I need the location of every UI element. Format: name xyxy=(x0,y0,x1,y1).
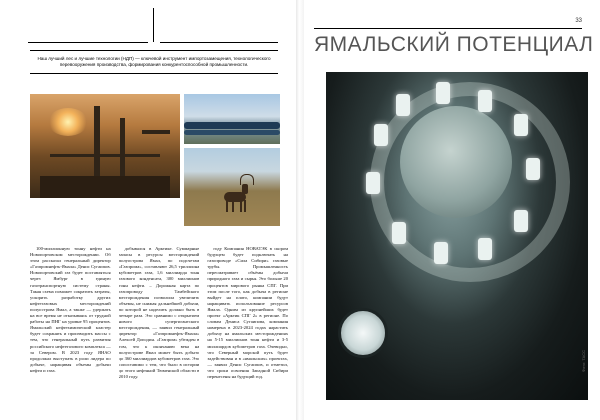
dome-window xyxy=(478,90,492,112)
gas-flare xyxy=(48,108,88,136)
reindeer-leg xyxy=(232,200,234,212)
pipeline xyxy=(184,130,280,135)
page-gutter xyxy=(296,0,304,420)
dome-window xyxy=(478,238,492,260)
refinery-ground xyxy=(40,176,170,198)
top-rule xyxy=(160,42,278,43)
top-rule xyxy=(314,28,582,29)
photo-credit: Фото: ТАСС xyxy=(581,349,586,372)
refinery-photo xyxy=(30,94,180,198)
article-headline: ЯМАЛЬСКИЙ ПОТЕНЦИАЛ xyxy=(314,33,594,56)
right-page xyxy=(304,8,592,412)
dome-cupola xyxy=(400,106,512,218)
dome-window xyxy=(366,172,380,194)
refinery-tower xyxy=(94,106,100,186)
dome-window xyxy=(392,222,406,244)
pipeline-photo xyxy=(184,94,280,144)
column-text: добывался в Арктике. Суммарные запасы в ресурсы месторождений полуострова Ямал, по подсчетам «Газпрома», составляют 26,5 триллиона кубометров газа, 1,6 миллиарда тонн газового конденсата, 300 миллионов тонн нефти. – Дорожная карта по газопроводу Тамбейского месторождения позволила увеличить объемы, не снижая дальнейшей добычи, по которой не наделить должно быть в четыре раза. Это сравнимо с открытием нового супергигантского месторождения, — заявил генеральный директор «Газпромнефть-Ямала» Алексей Доподин. «Газпром» убежден в том, что к окончанию века на полуострове Ямал может быть добыто до 360 миллиардов кубометров газа. Это сопоставимо с тем, что было в истории до этого нефтяной Тюменской области в 2010 году. xyxy=(118,246,200,379)
top-rule xyxy=(28,42,148,43)
dome-window xyxy=(514,210,528,232)
reindeer-photo xyxy=(184,148,280,226)
dome-window xyxy=(436,82,450,104)
article-column-1 xyxy=(30,246,111,414)
dome-window xyxy=(434,242,448,264)
reindeer-leg xyxy=(244,200,246,212)
left-page xyxy=(8,8,290,412)
column-text: 100-миллионную тонну нефти на Новопортовском месторождении. Об этом рассказал генеральный директор «Газпромнефть-Ямала» Денис Сугаипов. Новопортовский газ будет поставляться через Ямбург в единую газотранспортную систему страны. Такая схема поможет сократить затраты, ускорить разработку других нефтегазовых месторождений полуострова Ямал, а также — удержать на все время не отказываясь от трудной работы на ПНГ на уровне 95 процентов. Ямальский нефтехимический кластер будет сохранять и производить массы с тем, что генеральный путь развития российского нефтегазового комплекса — за Севером. В 2023 году ЯНАО продолжал выступать в роли лидера по добыче, наращивая объемы добычи нефти и газа. xyxy=(30,246,111,373)
reindeer-leg xyxy=(240,200,242,212)
reindeer-antler xyxy=(240,174,254,185)
article-column-3 xyxy=(207,246,288,414)
dome-window xyxy=(374,124,388,146)
refinery-beam xyxy=(142,130,170,134)
page-number: 33 xyxy=(575,18,582,24)
dome-window xyxy=(396,94,410,116)
lead-paragraph: Наш лучший лес и лучшие технологии (НДП) — ключевой инструмент импортозамещения, технологического перевооружения производства, формирования конкурентоспособной промышленности. xyxy=(30,50,278,74)
dome-window xyxy=(514,114,528,136)
header-divider xyxy=(153,8,154,42)
dome-photo xyxy=(326,72,588,400)
dome-window xyxy=(526,158,540,180)
column-text: году Компания НОВАТЭК в скором будущем будет подключать на газопроводе «Сила Сибири» газовые трубы. Промышленность пересматривает объёмы добычи природного газа и сырья. Это больше 20 процентов мирового рынка СПГ. При этом после того, как добыча в регионе выйдет на плато, компании будут наращивать использование ресурсов Ямала. Одним из крупнейших будет проект «Арктик СПГ 2» в регионе. По словам Дениса Сугаипова, компания намерена в 2023-2024 годах нарастить добычу на ямальских месторождениях на 5-15 миллионов тонн нефти и 3-5 миллиардов кубометров газа. Очевидно, что Северный морской путь будет задействован и в «ямальских» проектах, — заявил Денис Сугаипов, и отметил, что сроки освоения Западной Сибири перенесены на будущий год. xyxy=(207,246,289,379)
article-body xyxy=(30,246,288,414)
article-column-2 xyxy=(119,246,200,414)
reindeer-head xyxy=(242,184,248,194)
refinery-beam xyxy=(50,154,160,157)
pipeline xyxy=(184,122,280,129)
reindeer-leg xyxy=(226,200,228,212)
porthole-window xyxy=(338,308,388,358)
